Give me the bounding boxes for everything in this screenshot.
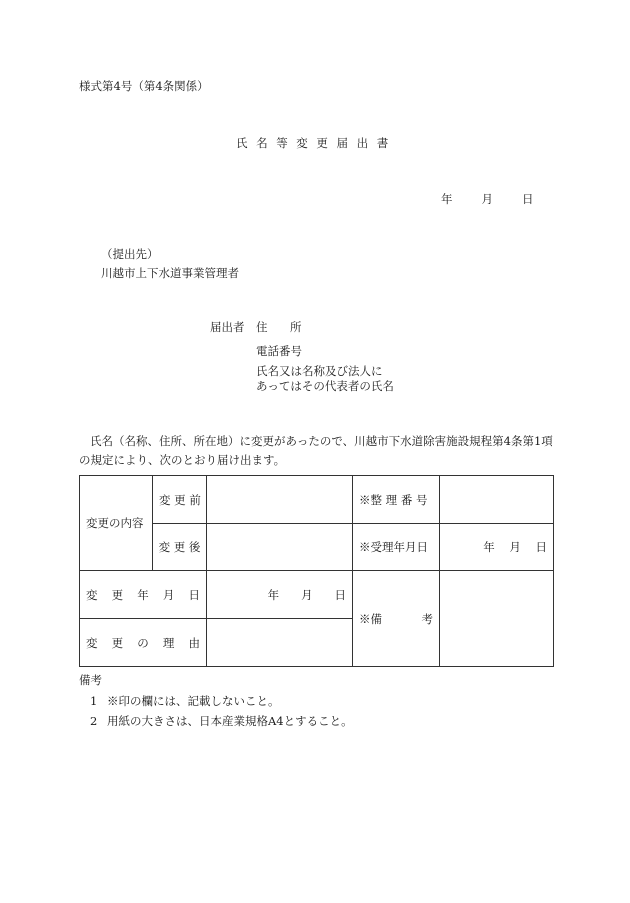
change-contents-label: 変更の内容 bbox=[80, 476, 153, 571]
after-value-field[interactable] bbox=[207, 524, 353, 571]
name-label-line1: 氏名又は名称及び法人に bbox=[256, 364, 383, 378]
address-label: 住 所 bbox=[256, 320, 302, 334]
page-title: 氏名等変更届出書 bbox=[236, 136, 397, 150]
received-date-field[interactable]: 年 月 日 bbox=[440, 524, 554, 571]
notes-title: 備考 bbox=[79, 673, 102, 687]
remarks-field[interactable] bbox=[440, 571, 554, 667]
ref-number-field[interactable] bbox=[440, 476, 554, 524]
body-text-line1: 氏名（名称、住所、所在地）に変更があったので、川越市下水道除害施設規程第4条第1項 bbox=[90, 434, 553, 448]
phone-label: 電話番号 bbox=[256, 344, 302, 358]
body-text-line2: の規定により、次のとおり届け出ます。 bbox=[79, 453, 286, 467]
received-date-label: ※受理年月日 bbox=[353, 524, 440, 571]
note-item: 2 用紙の大きさは、日本産業規格A4とすること。 bbox=[90, 714, 353, 728]
year-label: 年 bbox=[441, 192, 453, 206]
month-label: 月 bbox=[481, 192, 493, 206]
before-label: 変 更 前 bbox=[153, 476, 207, 524]
day-label: 日 bbox=[522, 192, 534, 206]
recipient-name: 川越市上下水道事業管理者 bbox=[101, 266, 239, 280]
applicant-label: 届出者 bbox=[210, 320, 245, 334]
change-date-label: 変 更 年 月 日 bbox=[80, 571, 207, 619]
before-value-field[interactable] bbox=[207, 476, 353, 524]
after-label: 変 更 後 bbox=[153, 524, 207, 571]
form-number: 様式第4号（第4条関係） bbox=[79, 79, 209, 93]
change-date-field[interactable]: 年 月 日 bbox=[207, 571, 353, 619]
reason-label: 変 更 の 理 由 bbox=[80, 619, 207, 667]
remarks-label: ※備 考 bbox=[353, 571, 440, 667]
date-field bbox=[441, 194, 534, 206]
note-item: 1 ※印の欄には、記載しないこと。 bbox=[90, 694, 280, 708]
ref-number-label: ※整 理 番 号 bbox=[353, 476, 440, 524]
recipient-label: （提出先） bbox=[101, 247, 159, 261]
form-table bbox=[79, 475, 554, 667]
name-label-line2: あってはその代表者の氏名 bbox=[256, 379, 394, 393]
reason-field[interactable] bbox=[207, 619, 353, 667]
